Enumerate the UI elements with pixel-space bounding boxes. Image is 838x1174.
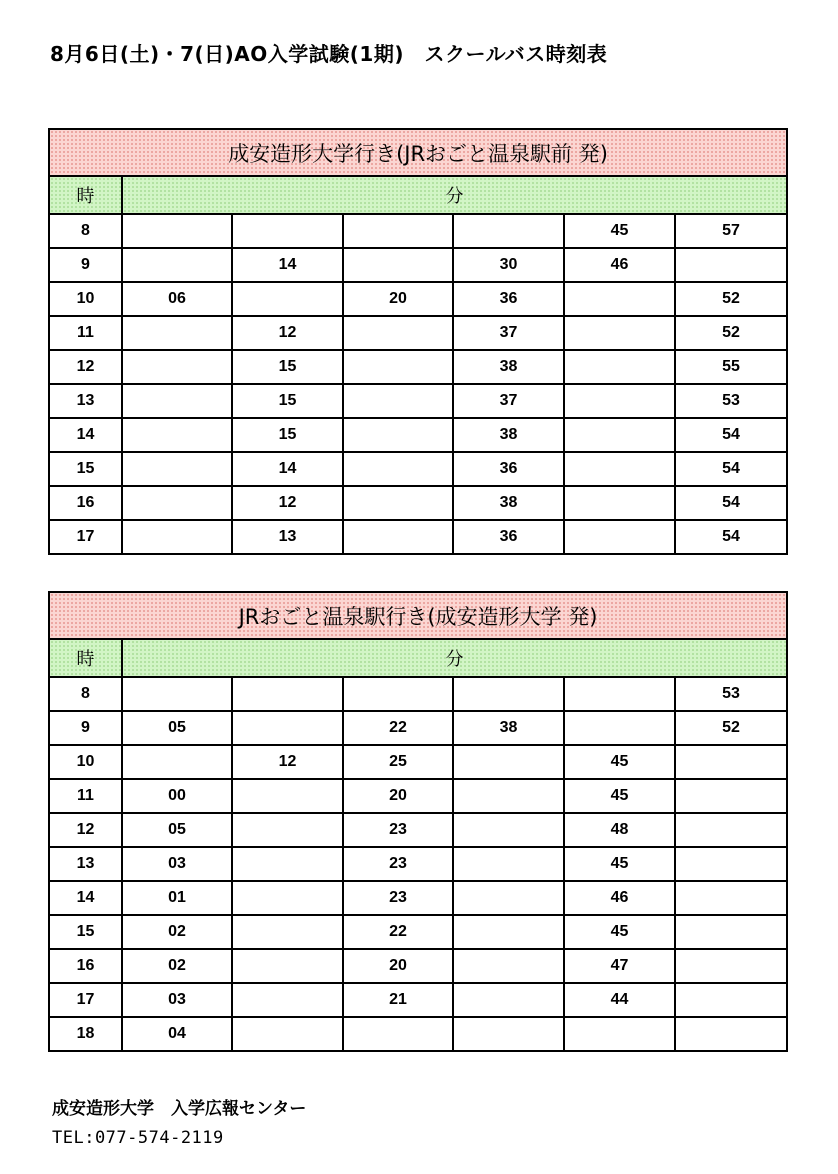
minute-cell (122, 418, 232, 452)
minute-cell: 15 (232, 384, 343, 418)
minute-cell: 45 (564, 915, 675, 949)
table-row (49, 949, 787, 983)
minute-cell (453, 1017, 564, 1051)
hour-cell: 18 (49, 1017, 122, 1051)
minute-cell: 23 (343, 881, 453, 915)
minute-cell: 22 (343, 915, 453, 949)
table-row (49, 983, 787, 1017)
table-row (49, 813, 787, 847)
minute-cell (675, 949, 787, 983)
minute-cell (453, 813, 564, 847)
minute-cell: 22 (343, 711, 453, 745)
minute-cell: 38 (453, 418, 564, 452)
minute-cell (564, 486, 675, 520)
minute-cell: 45 (564, 745, 675, 779)
minute-cell (675, 813, 787, 847)
minute-cell (343, 248, 453, 282)
minute-cell: 14 (232, 452, 343, 486)
minute-cell (232, 813, 343, 847)
minute-cell (232, 711, 343, 745)
minute-cell (343, 1017, 453, 1051)
table-row (49, 282, 787, 316)
minute-cell: 05 (122, 813, 232, 847)
minute-cell: 13 (232, 520, 343, 554)
minute-cell: 21 (343, 983, 453, 1017)
minute-cell (675, 745, 787, 779)
minute-cell: 52 (675, 316, 787, 350)
table-row (49, 847, 787, 881)
minute-cell (453, 915, 564, 949)
table-row (49, 384, 787, 418)
minute-cell: 52 (675, 282, 787, 316)
minute-cell (564, 418, 675, 452)
table-row (49, 677, 787, 711)
hour-cell: 13 (49, 384, 122, 418)
hour-cell: 11 (49, 316, 122, 350)
minute-cell (675, 847, 787, 881)
minute-cell: 37 (453, 316, 564, 350)
hour-header: 時 (49, 639, 122, 677)
minute-cell (343, 520, 453, 554)
document-title: 8月6日(土)・7(日)AO入学試験(1期) スクールバス時刻表 (50, 42, 608, 66)
minute-cell (122, 486, 232, 520)
minute-cell: 54 (675, 452, 787, 486)
hour-cell: 9 (49, 711, 122, 745)
minute-cell (453, 779, 564, 813)
minute-cell (564, 316, 675, 350)
minute-cell (675, 779, 787, 813)
minute-cell (453, 949, 564, 983)
hour-cell: 13 (49, 847, 122, 881)
minute-cell: 54 (675, 486, 787, 520)
hour-cell: 14 (49, 418, 122, 452)
minute-cell (343, 350, 453, 384)
footer-phone: TEL:077-574-2119 (52, 1128, 224, 1148)
minute-cell (122, 248, 232, 282)
minute-cell: 20 (343, 282, 453, 316)
minute-cell: 20 (343, 949, 453, 983)
hour-cell: 9 (49, 248, 122, 282)
minute-cell (122, 745, 232, 779)
table-row (49, 214, 787, 248)
minute-cell (564, 1017, 675, 1051)
minute-cell: 00 (122, 779, 232, 813)
minute-cell (232, 915, 343, 949)
minute-cell (453, 847, 564, 881)
timetable-to-university (48, 128, 788, 555)
minute-cell (122, 677, 232, 711)
minute-cell (343, 677, 453, 711)
hour-cell: 11 (49, 779, 122, 813)
minute-cell: 25 (343, 745, 453, 779)
minute-cell (453, 677, 564, 711)
minute-cell (453, 214, 564, 248)
minute-cell (343, 452, 453, 486)
hour-cell: 14 (49, 881, 122, 915)
minute-cell: 20 (343, 779, 453, 813)
table-row (49, 881, 787, 915)
minute-cell: 12 (232, 486, 343, 520)
minute-cell (343, 384, 453, 418)
table-row (49, 745, 787, 779)
minute-cell: 44 (564, 983, 675, 1017)
minute-cell: 55 (675, 350, 787, 384)
hour-cell: 17 (49, 983, 122, 1017)
hour-cell: 12 (49, 350, 122, 384)
table-row (49, 452, 787, 486)
minute-cell: 38 (453, 486, 564, 520)
minute-cell: 47 (564, 949, 675, 983)
minute-cell: 45 (564, 779, 675, 813)
minute-cell (564, 520, 675, 554)
minute-cell (232, 983, 343, 1017)
table-row (49, 779, 787, 813)
minute-cell (453, 881, 564, 915)
minute-cell: 30 (453, 248, 564, 282)
minute-cell (675, 1017, 787, 1051)
minute-cell (675, 881, 787, 915)
minute-cell (232, 881, 343, 915)
minute-cell: 14 (232, 248, 343, 282)
minute-cell: 23 (343, 847, 453, 881)
hour-cell: 10 (49, 745, 122, 779)
minute-cell: 05 (122, 711, 232, 745)
minute-cell (232, 677, 343, 711)
minute-cell: 04 (122, 1017, 232, 1051)
minute-cell (232, 1017, 343, 1051)
timetable-title: 成安造形大学行き(JRおごと温泉駅前 発) (49, 129, 787, 176)
timetable-to-station (48, 591, 788, 1052)
minute-cell: 45 (564, 214, 675, 248)
minute-cell (453, 745, 564, 779)
hour-cell: 12 (49, 813, 122, 847)
hour-cell: 8 (49, 214, 122, 248)
minute-cell: 45 (564, 847, 675, 881)
hour-cell: 16 (49, 486, 122, 520)
hour-cell: 16 (49, 949, 122, 983)
minute-cell (564, 350, 675, 384)
minute-cell: 02 (122, 915, 232, 949)
minute-cell: 38 (453, 350, 564, 384)
table-row (49, 486, 787, 520)
minute-cell: 37 (453, 384, 564, 418)
minute-cell: 54 (675, 520, 787, 554)
minute-cell (564, 282, 675, 316)
table-row (49, 350, 787, 384)
table-row (49, 915, 787, 949)
minute-cell: 15 (232, 418, 343, 452)
minute-cell (564, 711, 675, 745)
minute-cell (232, 949, 343, 983)
hour-header: 時 (49, 176, 122, 214)
minute-cell (564, 452, 675, 486)
minute-cell: 52 (675, 711, 787, 745)
minute-cell (343, 486, 453, 520)
minute-cell (232, 214, 343, 248)
minute-cell: 38 (453, 711, 564, 745)
minute-cell (232, 779, 343, 813)
minute-cell (122, 520, 232, 554)
minute-cell: 36 (453, 452, 564, 486)
minute-cell (675, 915, 787, 949)
hour-cell: 15 (49, 452, 122, 486)
minute-header: 分 (122, 176, 787, 214)
hour-cell: 10 (49, 282, 122, 316)
minute-cell: 12 (232, 316, 343, 350)
minute-cell: 06 (122, 282, 232, 316)
footer-organization: 成安造形大学 入学広報センター (52, 1099, 307, 1119)
hour-cell: 17 (49, 520, 122, 554)
minute-cell: 36 (453, 282, 564, 316)
minute-cell: 02 (122, 949, 232, 983)
minute-cell (122, 452, 232, 486)
table-row (49, 1017, 787, 1051)
minute-cell (122, 214, 232, 248)
minute-cell: 54 (675, 418, 787, 452)
minute-header: 分 (122, 639, 787, 677)
table-row (49, 520, 787, 554)
minute-cell: 57 (675, 214, 787, 248)
hour-cell: 15 (49, 915, 122, 949)
table-row (49, 711, 787, 745)
minute-cell (675, 248, 787, 282)
minute-cell: 36 (453, 520, 564, 554)
minute-cell: 48 (564, 813, 675, 847)
minute-cell: 23 (343, 813, 453, 847)
hour-cell: 8 (49, 677, 122, 711)
minute-cell: 15 (232, 350, 343, 384)
table-row (49, 316, 787, 350)
minute-cell (675, 983, 787, 1017)
minute-cell (232, 847, 343, 881)
minute-cell: 03 (122, 847, 232, 881)
minute-cell: 53 (675, 384, 787, 418)
minute-cell (232, 282, 343, 316)
table-row (49, 418, 787, 452)
minute-cell: 12 (232, 745, 343, 779)
minute-cell (122, 316, 232, 350)
minute-cell: 46 (564, 881, 675, 915)
minute-cell (343, 316, 453, 350)
minute-cell: 53 (675, 677, 787, 711)
table-row (49, 248, 787, 282)
minute-cell (564, 384, 675, 418)
minute-cell (343, 214, 453, 248)
minute-cell (564, 677, 675, 711)
minute-cell: 46 (564, 248, 675, 282)
minute-cell (453, 983, 564, 1017)
timetable-title: JRおごと温泉駅行き(成安造形大学 発) (49, 592, 787, 639)
minute-cell (343, 418, 453, 452)
minute-cell (122, 350, 232, 384)
minute-cell: 03 (122, 983, 232, 1017)
minute-cell: 01 (122, 881, 232, 915)
minute-cell (122, 384, 232, 418)
